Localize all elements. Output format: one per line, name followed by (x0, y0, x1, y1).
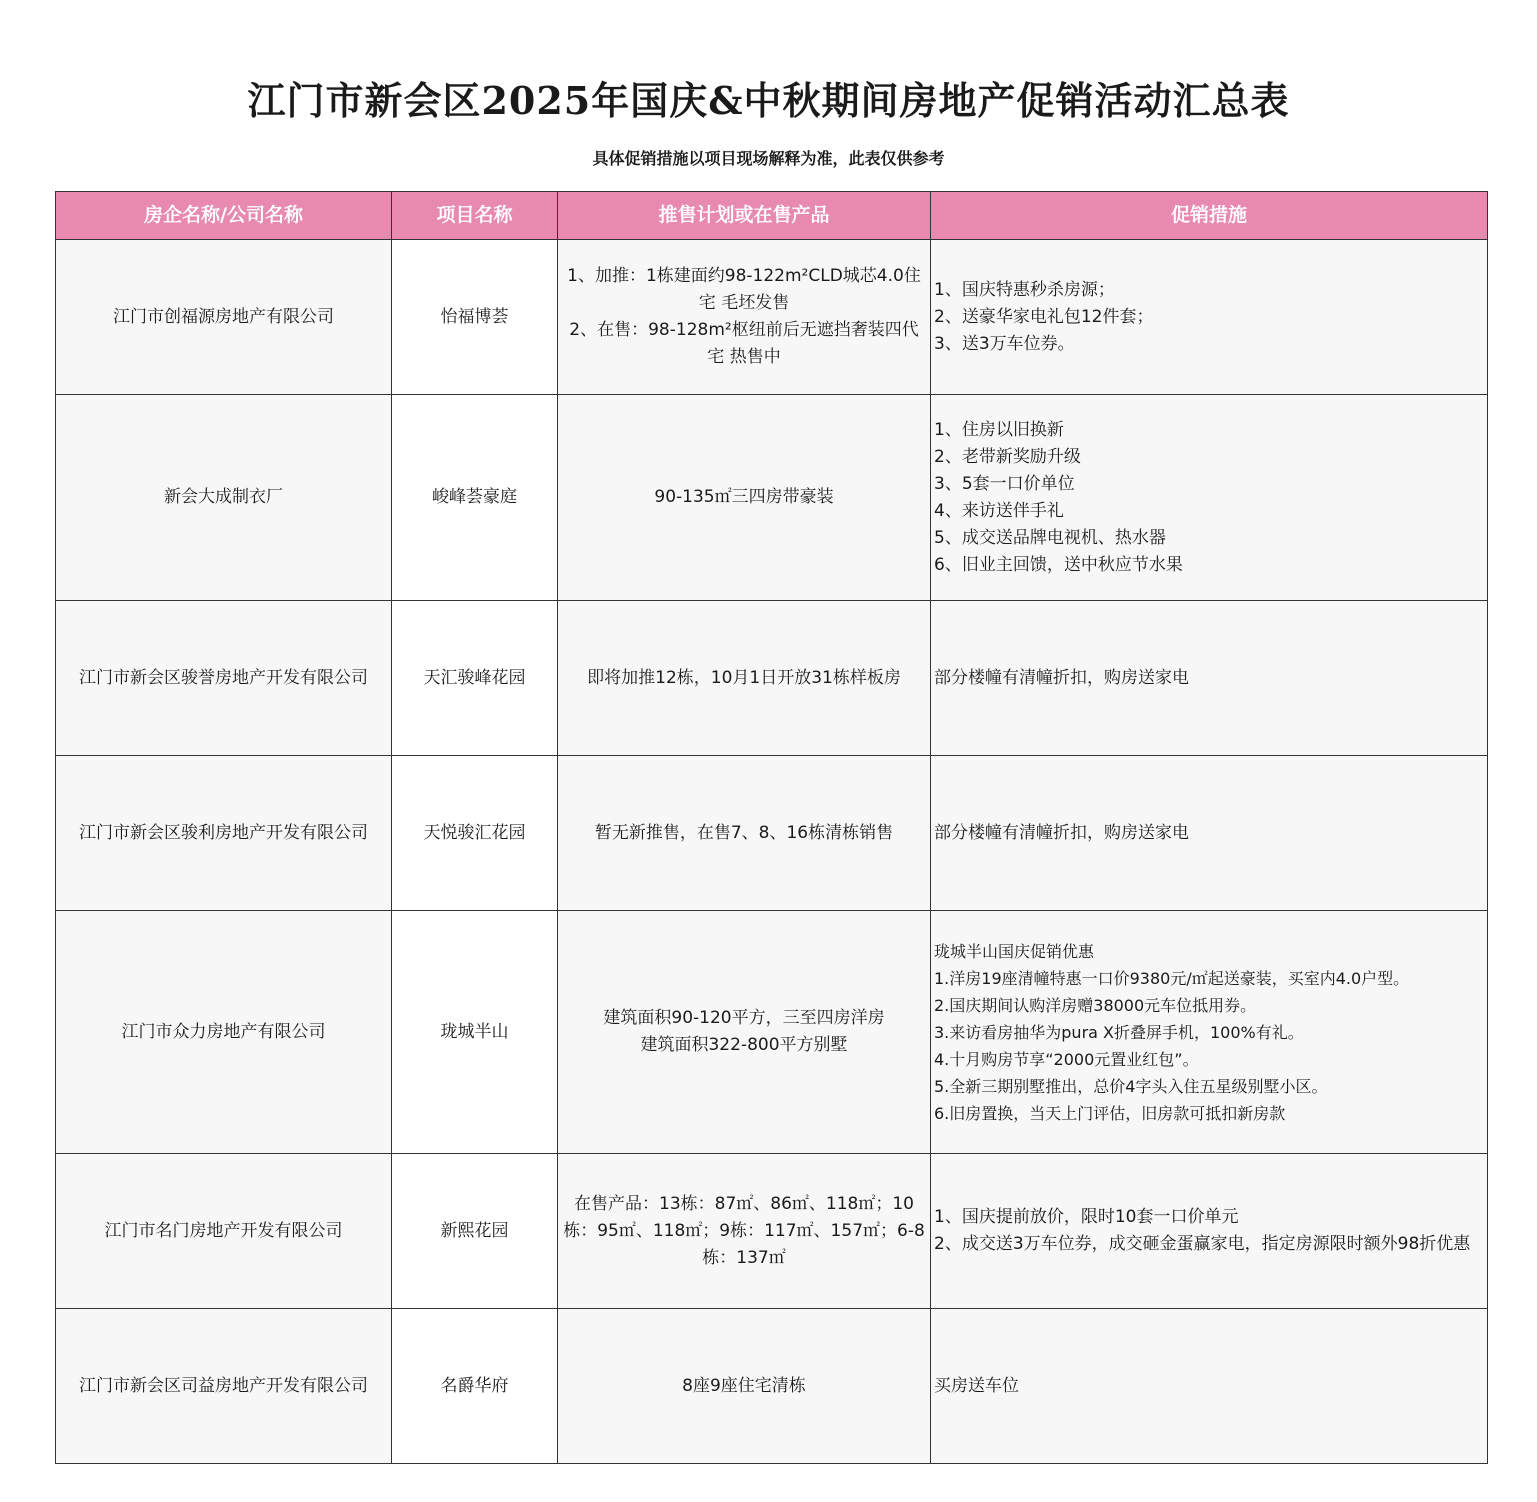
company-cell: 江门市众力房地产有限公司 (56, 911, 392, 1154)
product-cell (558, 911, 931, 1154)
cell-line: 6.旧房置换，当天上门评估，旧房款可抵扣新房款 (934, 1103, 1286, 1123)
table-row (56, 1309, 1488, 1464)
promotion-table (55, 191, 1488, 1464)
project-cell: 珑城半山 (392, 911, 558, 1154)
promotion-cell (931, 1154, 1488, 1309)
cell-line: 暂无新推售，在售7、8、16栋清栋销售 (594, 822, 894, 843)
header-product: 推售计划或在售产品 (558, 192, 931, 240)
cell-line: 4.十月购房节享“2000元置业红包”。 (934, 1049, 1199, 1069)
cell-line: 在售产品：13栋：87㎡、86㎡、118㎡；10栋：95㎡、118㎡；9栋：117㎡、157㎡；6-8栋：137㎡ (563, 1193, 925, 1268)
cell-line: 4、来访送伴手礼 (934, 500, 1064, 521)
cell-line: 1、加推：1栋建面约98-122m²CLD城芯4.0住宅 毛坯发售 (567, 266, 921, 313)
project-cell: 峻峰荟豪庭 (392, 395, 558, 601)
cell-line: 5、成交送品牌电视机、热水器 (934, 527, 1166, 548)
table-row (56, 756, 1488, 911)
promotion-cell (931, 395, 1488, 601)
cell-line: 2、老带新奖励升级 (934, 446, 1081, 467)
cell-line: 部分楼幢有清幢折扣，购房送家电 (934, 667, 1189, 688)
cell-line: 1、国庆特惠秒杀房源； (934, 279, 1115, 300)
project-cell: 天汇骏峰花园 (392, 601, 558, 756)
company-cell: 江门市新会区骏誉房地产开发有限公司 (56, 601, 392, 756)
table-header-row (56, 192, 1488, 240)
cell-line: 1、国庆提前放价，限时10套一口价单元 (934, 1207, 1239, 1227)
cell-line: 1、住房以旧换新 (934, 419, 1064, 440)
page-subtitle: 具体促销措施以项目现场解释为准，此表仅供参考 (592, 149, 945, 168)
product-cell (558, 1154, 931, 1309)
header-company: 房企名称/公司名称 (56, 192, 392, 240)
cell-line: 90-135㎡三四房带豪装 (654, 487, 834, 507)
header-promotion: 促销措施 (931, 192, 1488, 240)
cell-line: 8座9座住宅清栋 (682, 1375, 806, 1396)
table-row (56, 1154, 1488, 1309)
company-cell: 新会大成制衣厂 (56, 395, 392, 601)
cell-line: 即将加推12栋，10月1日开放31栋样板房 (587, 667, 901, 688)
project-cell: 新熙花园 (392, 1154, 558, 1309)
promotion-cell (931, 756, 1488, 911)
cell-line: 3.来访看房抽华为pura X折叠屏手机，100%有礼。 (934, 1022, 1304, 1042)
company-cell: 江门市名门房地产开发有限公司 (56, 1154, 392, 1309)
cell-line: 3、送3万车位券。 (934, 333, 1075, 354)
cell-line: 2、成交送3万车位券，成交砸金蛋赢家电，指定房源限时额外98折优惠 (934, 1234, 1471, 1254)
project-cell: 怡福博荟 (392, 240, 558, 395)
cell-line: 6、旧业主回馈，送中秋应节水果 (934, 554, 1183, 575)
table-row (56, 240, 1488, 395)
table-row (56, 911, 1488, 1154)
cell-line: 5.全新三期别墅推出，总价4字头入住五星级别墅小区。 (934, 1076, 1328, 1096)
promotion-cell (931, 601, 1488, 756)
promotion-cell (931, 1309, 1488, 1464)
promotion-cell (931, 911, 1488, 1154)
project-cell: 名爵华府 (392, 1309, 558, 1464)
cell-line: 1.洋房19座清幢特惠一口价9380元/㎡起送豪装，买室内4.0户型。 (934, 968, 1410, 988)
table-row (56, 395, 1488, 601)
product-cell (558, 601, 931, 756)
promotion-cell (931, 240, 1488, 395)
product-cell (558, 395, 931, 601)
cell-line: 2、送豪华家电礼包12件套； (934, 306, 1154, 327)
header-project: 项目名称 (392, 192, 558, 240)
cell-line: 建筑面积322-800平方别墅 (640, 1035, 848, 1055)
cell-line: 2、在售：98-128m²枢纽前后无遮挡奢装四代宅 热售中 (569, 320, 919, 367)
product-cell (558, 240, 931, 395)
product-cell (558, 756, 931, 911)
page-title: 江门市新会区2025年国庆&中秋期间房地产促销活动汇总表 (247, 78, 1290, 123)
company-cell: 江门市新会区骏利房地产开发有限公司 (56, 756, 392, 911)
table-row (56, 601, 1488, 756)
cell-line: 部分楼幢有清幢折扣，购房送家电 (934, 822, 1189, 843)
cell-line: 珑城半山国庆促销优惠 (934, 941, 1095, 961)
company-cell: 江门市新会区司益房地产开发有限公司 (56, 1309, 392, 1464)
company-cell: 江门市创福源房地产有限公司 (56, 240, 392, 395)
cell-line: 3、5套一口价单位 (934, 473, 1075, 494)
cell-line: 2.国庆期间认购洋房赠38000元车位抵用券。 (934, 995, 1257, 1015)
project-cell: 天悦骏汇花园 (392, 756, 558, 911)
cell-line: 买房送车位 (934, 1375, 1019, 1396)
cell-line: 建筑面积90-120平方，三至四房洋房 (603, 1008, 885, 1028)
product-cell (558, 1309, 931, 1464)
